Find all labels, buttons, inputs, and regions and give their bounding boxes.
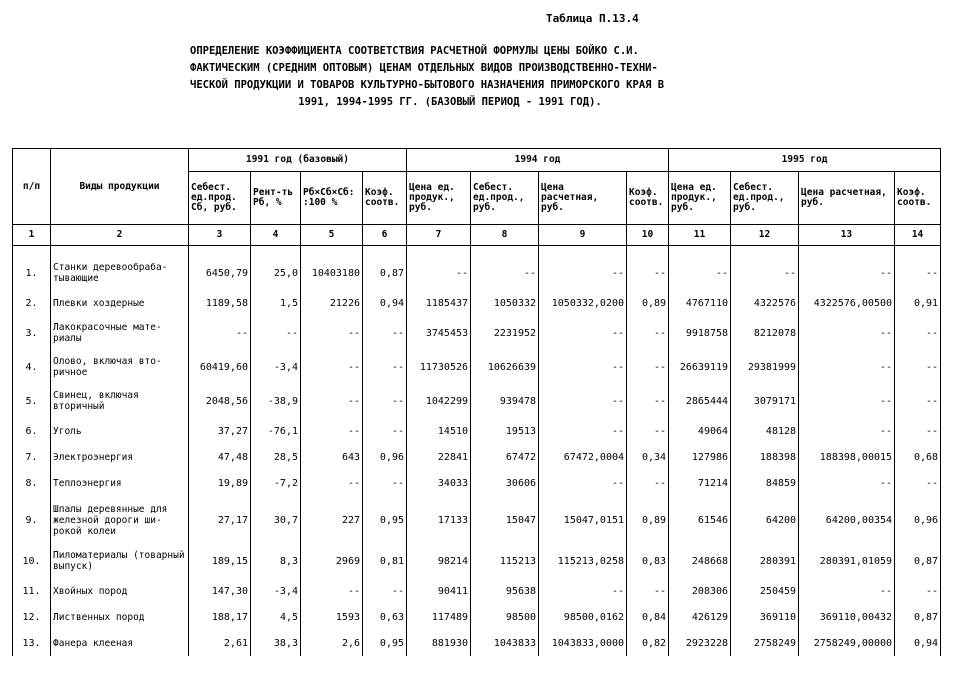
value-cell: 1050332	[471, 290, 539, 316]
value-cell: --	[627, 350, 669, 384]
product-name: Хвойных пород	[51, 578, 189, 604]
value-cell: 0,84	[627, 604, 669, 630]
table-row	[13, 418, 941, 444]
value-cell: --	[895, 246, 941, 291]
value-cell: 0,94	[363, 290, 407, 316]
row-number: 7.	[13, 444, 51, 470]
value-cell: 14510	[407, 418, 471, 444]
value-cell: 67472	[471, 444, 539, 470]
value-cell: 49064	[669, 418, 731, 444]
value-cell: --	[363, 418, 407, 444]
table-row	[13, 470, 941, 496]
value-cell: --	[363, 384, 407, 418]
product-name: Станки деревообраба- тывающие	[51, 246, 189, 291]
row-number: 2.	[13, 290, 51, 316]
header-sub-col-11: Цена ед. продук., руб.	[669, 172, 731, 225]
table-title	[190, 43, 710, 111]
value-cell: 250459	[731, 578, 799, 604]
row-number: 12.	[13, 604, 51, 630]
value-cell: 1042299	[407, 384, 471, 418]
row-number: 3.	[13, 316, 51, 350]
value-cell: --	[539, 246, 627, 291]
value-cell: 1050332,0200	[539, 290, 627, 316]
value-cell: 8212078	[731, 316, 799, 350]
value-cell: 8,3	[251, 544, 301, 578]
value-cell: 0,87	[363, 246, 407, 291]
value-cell: 64200	[731, 496, 799, 544]
value-cell: 4,5	[251, 604, 301, 630]
value-cell: --	[301, 384, 363, 418]
value-cell: 98500,0162	[539, 604, 627, 630]
value-cell: 1189,58	[189, 290, 251, 316]
value-cell: --	[363, 578, 407, 604]
value-cell: 115213	[471, 544, 539, 578]
header-kind: Виды продукции	[51, 149, 189, 225]
value-cell: 98214	[407, 544, 471, 578]
value-cell: 19513	[471, 418, 539, 444]
value-cell: 30,7	[251, 496, 301, 544]
value-cell: 1043833,0000	[539, 630, 627, 656]
value-cell: 90411	[407, 578, 471, 604]
table-row	[13, 290, 941, 316]
value-cell: 2865444	[669, 384, 731, 418]
value-cell: 188,17	[189, 604, 251, 630]
row-number: 13.	[13, 630, 51, 656]
value-cell: 3745453	[407, 316, 471, 350]
value-cell: --	[731, 246, 799, 291]
value-cell: 0,83	[627, 544, 669, 578]
table-row	[13, 246, 941, 291]
value-cell: --	[799, 384, 895, 418]
value-cell: 0,89	[627, 290, 669, 316]
value-cell: --	[895, 350, 941, 384]
header-sub-col-3: Себест. ед.прод. Сб, руб.	[189, 172, 251, 225]
value-cell: --	[799, 246, 895, 291]
column-number: 11	[669, 225, 731, 246]
value-cell: 9918758	[669, 316, 731, 350]
value-cell: --	[301, 470, 363, 496]
value-cell: 28,5	[251, 444, 301, 470]
column-number: 6	[363, 225, 407, 246]
product-name: Лакокрасочные мате- риалы	[51, 316, 189, 350]
value-cell: 939478	[471, 384, 539, 418]
value-cell: -7,2	[251, 470, 301, 496]
product-name: Уголь	[51, 418, 189, 444]
value-cell: -3,4	[251, 350, 301, 384]
value-cell: 21226	[301, 290, 363, 316]
value-cell: 0,34	[627, 444, 669, 470]
value-cell: 208306	[669, 578, 731, 604]
value-cell: 4767110	[669, 290, 731, 316]
product-name: Теплоэнергия	[51, 470, 189, 496]
value-cell: --	[407, 246, 471, 291]
value-cell: --	[799, 350, 895, 384]
value-cell: --	[627, 246, 669, 291]
value-cell: --	[895, 384, 941, 418]
value-cell: -38,9	[251, 384, 301, 418]
value-cell: 0,81	[363, 544, 407, 578]
column-number: 5	[301, 225, 363, 246]
value-cell: 71214	[669, 470, 731, 496]
header-sub-col-9: Цена расчетная, руб.	[539, 172, 627, 225]
value-cell: 61546	[669, 496, 731, 544]
value-cell: 3079171	[731, 384, 799, 418]
value-cell: 4322576,00500	[799, 290, 895, 316]
value-cell: 67472,0004	[539, 444, 627, 470]
header-np: п/п	[13, 149, 51, 225]
value-cell: 2758249,00000	[799, 630, 895, 656]
value-cell: 227	[301, 496, 363, 544]
value-cell: 2,6	[301, 630, 363, 656]
row-number: 9.	[13, 496, 51, 544]
column-number: 8	[471, 225, 539, 246]
header-sub-col-8: Себест. ед.прод., руб.	[471, 172, 539, 225]
value-cell: 0,94	[895, 630, 941, 656]
value-cell: 95638	[471, 578, 539, 604]
value-cell: 280391	[731, 544, 799, 578]
value-cell: 1185437	[407, 290, 471, 316]
value-cell: 2231952	[471, 316, 539, 350]
value-cell: 643	[301, 444, 363, 470]
value-cell: 117489	[407, 604, 471, 630]
row-number: 4.	[13, 350, 51, 384]
header-sub-col-7: Цена ед. продук., руб.	[407, 172, 471, 225]
value-cell: 1,5	[251, 290, 301, 316]
value-cell: 0,89	[627, 496, 669, 544]
value-cell: 98500	[471, 604, 539, 630]
table-row	[13, 544, 941, 578]
value-cell: 11730526	[407, 350, 471, 384]
title-line: ОПРЕДЕЛЕНИЕ КОЭФФИЦИЕНТА СООТВЕТСТВИЯ РАСЧЕТНОЙ ФОРМУЛЫ ЦЕНЫ БОЙКО С.И.	[190, 45, 639, 57]
value-cell: 38,3	[251, 630, 301, 656]
table-row	[13, 316, 941, 350]
data-table	[12, 148, 941, 656]
value-cell: 0,87	[895, 544, 941, 578]
value-cell: 2758249	[731, 630, 799, 656]
value-cell: 426129	[669, 604, 731, 630]
value-cell: --	[301, 316, 363, 350]
title-line: 1991, 1994-1995 ГГ. (БАЗОВЫЙ ПЕРИОД - 1991 ГОД).	[298, 96, 602, 108]
value-cell: 37,27	[189, 418, 251, 444]
column-number: 12	[731, 225, 799, 246]
table-row	[13, 496, 941, 544]
value-cell: --	[799, 470, 895, 496]
value-cell: --	[363, 316, 407, 350]
value-cell: --	[539, 470, 627, 496]
value-cell: --	[251, 316, 301, 350]
column-number: 7	[407, 225, 471, 246]
value-cell: --	[627, 418, 669, 444]
product-name: Пиломатериалы (товарный выпуск)	[51, 544, 189, 578]
product-name: Электроэнергия	[51, 444, 189, 470]
row-number: 1.	[13, 246, 51, 291]
value-cell: 147,30	[189, 578, 251, 604]
row-number: 11.	[13, 578, 51, 604]
value-cell: --	[799, 316, 895, 350]
value-cell: --	[627, 384, 669, 418]
column-number: 4	[251, 225, 301, 246]
value-cell: 2048,56	[189, 384, 251, 418]
value-cell: 25,0	[251, 246, 301, 291]
value-cell: 30606	[471, 470, 539, 496]
value-cell: --	[363, 470, 407, 496]
value-cell: 189,15	[189, 544, 251, 578]
header-sub-col-13: Цена расчетная, руб.	[799, 172, 895, 225]
value-cell: 0,63	[363, 604, 407, 630]
value-cell: 15047	[471, 496, 539, 544]
value-cell: --	[895, 316, 941, 350]
value-cell: 1043833	[471, 630, 539, 656]
product-name: Фанера клееная	[51, 630, 189, 656]
table-row	[13, 604, 941, 630]
value-cell: 2,61	[189, 630, 251, 656]
value-cell: 369110	[731, 604, 799, 630]
value-cell: 4322576	[731, 290, 799, 316]
header-sub-col-6: Коэф. соотв.	[363, 172, 407, 225]
value-cell: --	[539, 578, 627, 604]
value-cell: --	[669, 246, 731, 291]
value-cell: 280391,01059	[799, 544, 895, 578]
table-row	[13, 350, 941, 384]
product-name: Плевки хоздерные	[51, 290, 189, 316]
value-cell: 881930	[407, 630, 471, 656]
header-sub-col-5: Рб×Сб×Сб: :100 %	[301, 172, 363, 225]
value-cell: 17133	[407, 496, 471, 544]
table-row	[13, 630, 941, 656]
value-cell: 0,96	[895, 496, 941, 544]
header-sub-col-10: Коэф. соотв.	[627, 172, 669, 225]
value-cell: --	[301, 418, 363, 444]
product-name: Шпалы деревянные для железной дороги ши- рокой колеи	[51, 496, 189, 544]
row-number: 5.	[13, 384, 51, 418]
value-cell: 84859	[731, 470, 799, 496]
value-cell: 34033	[407, 470, 471, 496]
value-cell: 1593	[301, 604, 363, 630]
product-name: Лиственных пород	[51, 604, 189, 630]
row-number: 6.	[13, 418, 51, 444]
value-cell: --	[471, 246, 539, 291]
table-row	[13, 578, 941, 604]
value-cell: 26639119	[669, 350, 731, 384]
value-cell: 48128	[731, 418, 799, 444]
row-number: 8.	[13, 470, 51, 496]
value-cell: 60419,60	[189, 350, 251, 384]
value-cell: --	[189, 316, 251, 350]
value-cell: -3,4	[251, 578, 301, 604]
value-cell: 115213,0258	[539, 544, 627, 578]
title-line: ФАКТИЧЕСКИМ (СРЕДНИМ ОПТОВЫМ) ЦЕНАМ ОТДЕЛЬНЫХ ВИДОВ ПРОИЗВОДСТВЕННО-ТЕХНИ-	[190, 62, 658, 74]
value-cell: 19,89	[189, 470, 251, 496]
header-group-1995: 1995 год	[669, 149, 941, 172]
column-number: 14	[895, 225, 941, 246]
value-cell: --	[627, 578, 669, 604]
table-row	[13, 444, 941, 470]
value-cell: 188398	[731, 444, 799, 470]
value-cell: 0,91	[895, 290, 941, 316]
row-number: 10.	[13, 544, 51, 578]
value-cell: 0,82	[627, 630, 669, 656]
value-cell: --	[539, 384, 627, 418]
value-cell: --	[301, 350, 363, 384]
header-sub-col-4: Рент-ть Рб, %	[251, 172, 301, 225]
value-cell: --	[799, 418, 895, 444]
value-cell: 15047,0151	[539, 496, 627, 544]
value-cell: 47,48	[189, 444, 251, 470]
value-cell: --	[301, 578, 363, 604]
value-cell: --	[539, 350, 627, 384]
value-cell: --	[627, 470, 669, 496]
title-line: ЧЕСКОЙ ПРОДУКЦИИ И ТОВАРОВ КУЛЬТУРНО-БЫТОВОГО НАЗНАЧЕНИЯ ПРИМОРСКОГО КРАЯ В	[190, 79, 665, 91]
value-cell: 6450,79	[189, 246, 251, 291]
value-cell: 0,68	[895, 444, 941, 470]
value-cell: 0,96	[363, 444, 407, 470]
table-caption: Таблица П.13.4	[546, 12, 639, 25]
product-name: Олово, включая вто- ричное	[51, 350, 189, 384]
column-number: 2	[51, 225, 189, 246]
value-cell: --	[363, 350, 407, 384]
value-cell: 10626639	[471, 350, 539, 384]
header-group-1991: 1991 год (базовый)	[189, 149, 407, 172]
product-name: Свинец, включая вторичный	[51, 384, 189, 418]
value-cell: --	[627, 316, 669, 350]
value-cell: 0,95	[363, 496, 407, 544]
value-cell: 10403180	[301, 246, 363, 291]
value-cell: 0,95	[363, 630, 407, 656]
value-cell: 369110,00432	[799, 604, 895, 630]
value-cell: --	[895, 578, 941, 604]
column-number: 1	[13, 225, 51, 246]
value-cell: 64200,00354	[799, 496, 895, 544]
column-number: 3	[189, 225, 251, 246]
column-number: 13	[799, 225, 895, 246]
header-sub-col-12: Себест. ед.прод., руб.	[731, 172, 799, 225]
value-cell: --	[895, 470, 941, 496]
value-cell: 29381999	[731, 350, 799, 384]
value-cell: 2923228	[669, 630, 731, 656]
value-cell: 22841	[407, 444, 471, 470]
value-cell: 0,87	[895, 604, 941, 630]
value-cell: --	[895, 418, 941, 444]
value-cell: 188398,00015	[799, 444, 895, 470]
column-number: 10	[627, 225, 669, 246]
value-cell: -76,1	[251, 418, 301, 444]
table-row	[13, 384, 941, 418]
header-group-1994: 1994 год	[407, 149, 669, 172]
value-cell: 2969	[301, 544, 363, 578]
value-cell: --	[539, 316, 627, 350]
value-cell: 248668	[669, 544, 731, 578]
header-sub-col-14: Коэф. соотв.	[895, 172, 941, 225]
value-cell: 127986	[669, 444, 731, 470]
value-cell: --	[799, 578, 895, 604]
value-cell: --	[539, 418, 627, 444]
value-cell: 27,17	[189, 496, 251, 544]
column-number: 9	[539, 225, 627, 246]
